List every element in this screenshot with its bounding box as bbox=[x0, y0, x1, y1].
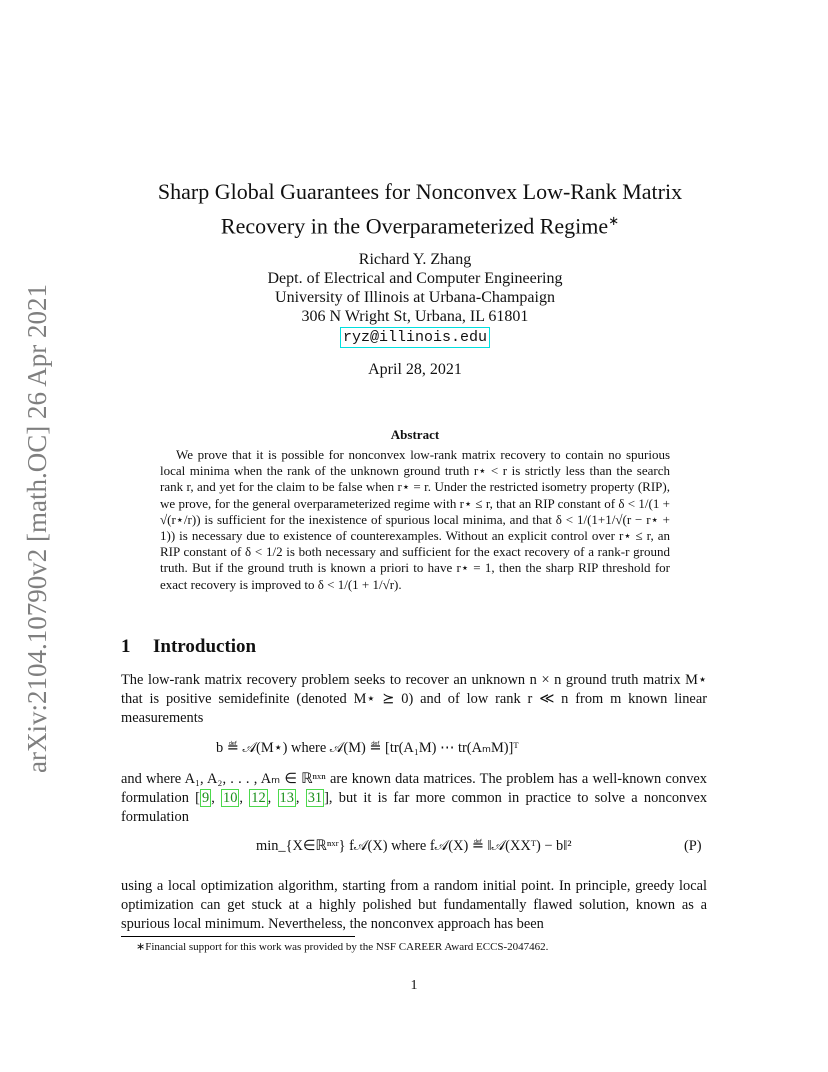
section-heading bbox=[121, 636, 256, 658]
section-title: Introduction bbox=[153, 636, 257, 657]
arxiv-identifier: arXiv:2104.10790v2 [math.OC] 26 Apr 2021 bbox=[22, 284, 52, 773]
author-email-link[interactable]: ryz@illinois.edu bbox=[340, 327, 490, 348]
title-footnote-mark: ∗ bbox=[608, 213, 620, 228]
intro-paragraph-3: using a local optimization algorithm, starting from a random initial point. In principle, greedy local optimization can get stuck at a highly polished but fundamentally flawed solution, known as a spurious local minimum. Nevertheless, the nonconvex approach has been bbox=[121, 878, 707, 932]
citation-link[interactable]: 31 bbox=[307, 790, 323, 806]
equation-label: (P) bbox=[684, 838, 702, 854]
author-address: 306 N Wright St, Urbana, IL 61801 bbox=[301, 308, 529, 325]
author-university: University of Illinois at Urbana-Champaign bbox=[275, 289, 555, 306]
abstract-text: We prove that it is possible for nonconvex low-rank matrix recovery to contain no spurious local minima when the rank of the unknown ground truth r⋆ < r is strictly less than the search rank r, and yet for the claim to be false when r⋆ = r. Under the restricted isometry property (RIP), we prove, for the general overparameterized regime with r⋆ ≤ r, that an RIP constant of δ < 1/(1 + √(r⋆/r)) is sufficient for the inexistence of spurious local minima, and that δ < 1/(1+1/√(r − r⋆ + 1)) is necessary due to existence of counterexamples. Without an explicit control over r⋆ ≤ r, an RIP constant of δ < 1/2 is both necessary and sufficient for the exact recovery of a rank-r ground truth. But if the ground truth is known a priori to have r⋆ = 1, then the sharp RIP threshold for exact recovery is improved to δ < 1/(1 + 1/√r). bbox=[160, 447, 670, 592]
intro-paragraph-2: and where A₁, A₂, . . . , Aₘ ∈ ℝⁿˣⁿ are known data matrices. The problem has a well-known convex formulation [ 9 , 10 , 12 , 13 , 31 ], but it is far more common in practice to solve a nonconvex formulation bbox=[121, 771, 708, 825]
footnote: ∗Financial support for this work was provided by the NSF CAREER Award ECCS-2047462. bbox=[136, 941, 549, 953]
paper-title bbox=[100, 177, 740, 240]
citation-link[interactable]: 10 bbox=[223, 790, 238, 806]
abstract-heading: Abstract bbox=[390, 427, 440, 442]
arxiv-side-stamp bbox=[22, 268, 62, 778]
citation-link[interactable]: 12 bbox=[251, 790, 266, 806]
equation-problem-p: min_{X∈ℝⁿˣʳ} f𝒜(X) where f𝒜(X) ≝ ‖𝒜(XXᵀ) − b‖² bbox=[256, 838, 572, 854]
author-name: Richard Y. Zhang bbox=[358, 251, 472, 268]
title-line-1: Sharp Global Guarantees for Nonconvex Low-Rank Matrix bbox=[157, 179, 683, 204]
intro-paragraph-1: The low-rank matrix recovery problem seeks to recover an unknown n × n ground truth matrix M⋆ that is positive semidefinite (denoted M⋆ ⪰ 0) and of low rank r ≪ n from m known linear measurements bbox=[121, 672, 707, 726]
section-number: 1 bbox=[121, 636, 131, 657]
page-number: 1 bbox=[410, 978, 418, 993]
citation-link[interactable]: 9 bbox=[201, 790, 210, 806]
paper-date: April 28, 2021 bbox=[368, 361, 462, 378]
footnote-rule bbox=[121, 936, 355, 937]
author-block bbox=[160, 250, 670, 348]
equation-measurements: b ≝ 𝒜(M⋆) where 𝒜(M) ≝ [tr(A₁M) ⋯ tr(AₘM)]ᵀ bbox=[216, 740, 519, 756]
citation-link[interactable]: 13 bbox=[279, 790, 294, 806]
author-dept: Dept. of Electrical and Computer Engineering bbox=[267, 270, 563, 287]
title-line-2: Recovery in the Overparameterized Regime∗ bbox=[220, 213, 620, 239]
